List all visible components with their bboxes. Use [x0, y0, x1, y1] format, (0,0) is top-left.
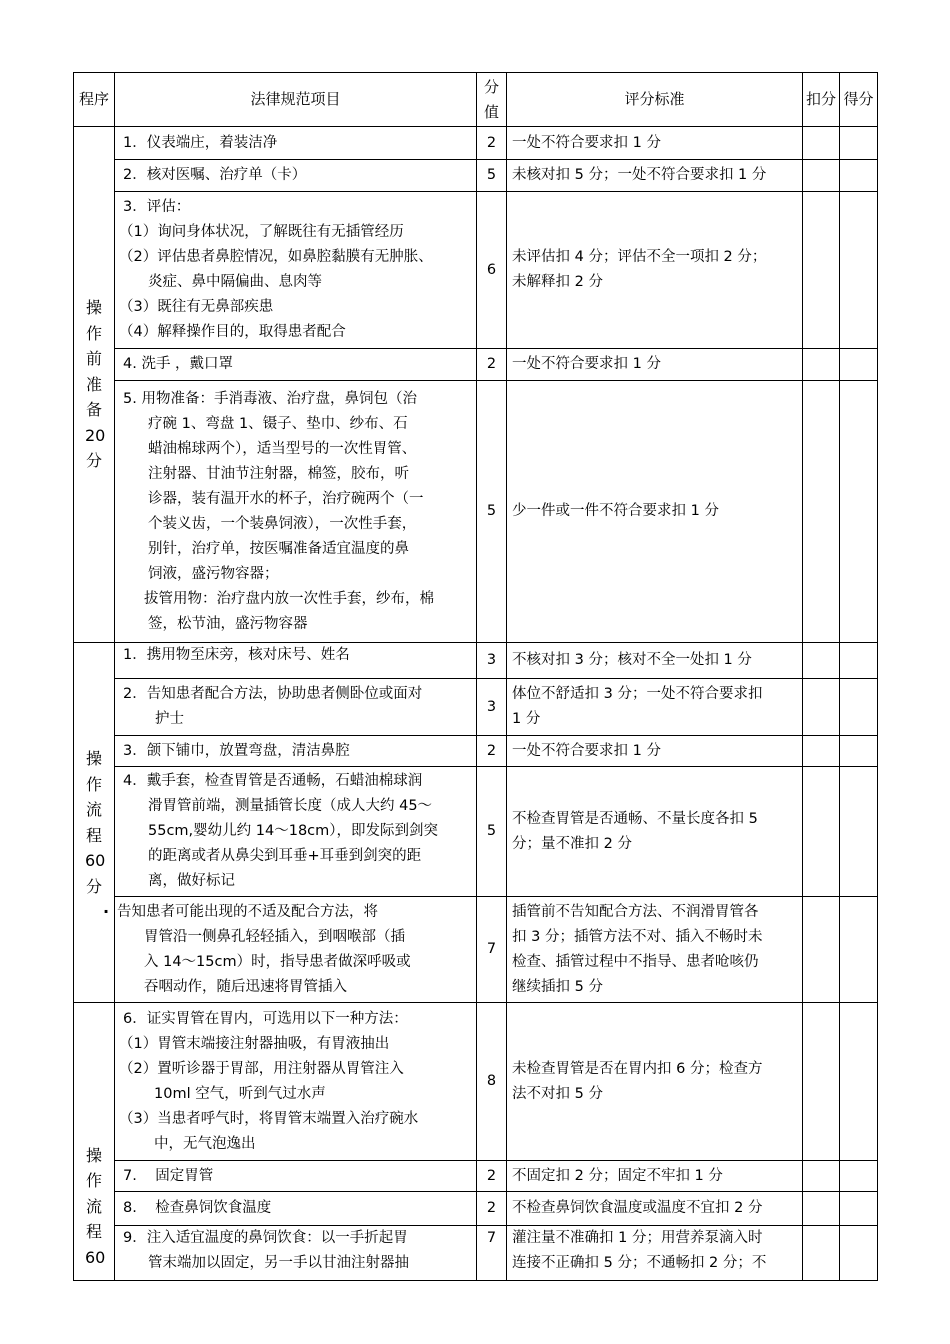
criteria-cell	[507, 679, 803, 736]
table-row	[74, 679, 878, 736]
deduct-cell[interactable]	[803, 1161, 840, 1192]
criteria-line: 不核对扣 3 分；核对不全一处扣 1 分	[512, 652, 752, 668]
section-flow2	[74, 1003, 115, 1281]
section-label-char: 程	[85, 1222, 102, 1241]
criteria-cell	[507, 643, 803, 679]
section-label-char: 程	[85, 825, 102, 845]
criteria-line: 未检查胃管是否在胃内扣 6 分；检查方	[512, 1060, 763, 1077]
item-line: 别针，治疗单，按医嘱准备适宜温度的鼻	[148, 540, 409, 557]
item-line: 3．颌下铺巾，放置弯盘，清洁鼻腔	[123, 742, 350, 759]
section-label-char: 作	[85, 774, 102, 794]
deduct-cell[interactable]	[803, 736, 840, 767]
section-flow2-text	[85, 1143, 106, 1271]
criteria-cell	[507, 160, 803, 192]
item-line: 离，做好标记	[148, 873, 235, 889]
criteria-line: 分；量不准扣 2 分	[512, 835, 632, 852]
criteria-cell	[507, 1161, 803, 1192]
item-cell	[115, 192, 477, 349]
criteria-line: 灌注量不准确扣 1 分；用营养泵滴入时	[512, 1230, 763, 1246]
table-row	[74, 192, 878, 349]
criteria-line: 不固定扣 2 分；固定不牢扣 1 分	[512, 1167, 723, 1184]
section-label-char: 作	[85, 323, 102, 343]
earned-cell[interactable]	[840, 897, 878, 1003]
criteria-line: 未核对扣 5 分；一处不符合要求扣 1 分	[512, 167, 767, 183]
criteria-line: 一处不符合要求扣 1 分	[512, 742, 661, 759]
score-cell: 2	[477, 349, 507, 381]
item-line: 蜡油棉球两个），适当型号的一次性胃管、	[148, 440, 417, 457]
item-cell	[115, 160, 477, 192]
table-row	[74, 736, 878, 767]
deduct-cell[interactable]	[803, 192, 840, 349]
item-line: 1．携用物至床旁，核对床号、姓名	[123, 647, 350, 663]
criteria-line: 法不对扣 5 分	[512, 1085, 603, 1102]
section-flow1-dot: .	[103, 898, 110, 917]
section-label-char: 流	[85, 1196, 102, 1216]
item-line: 炎症、鼻中隔偏曲、息肉等	[148, 274, 322, 290]
criteria-cell	[507, 1003, 803, 1161]
item-line: 3．评估：	[123, 199, 191, 215]
earned-cell[interactable]	[840, 127, 878, 160]
item-cell	[115, 679, 477, 736]
score-cell: 5	[477, 160, 507, 192]
deduct-cell[interactable]	[803, 127, 840, 160]
item-line: 4. 洗手 ，戴口罩	[123, 356, 234, 372]
section-label-char: 准	[85, 374, 102, 394]
deduct-cell[interactable]	[803, 160, 840, 192]
item-line: 诊器，装有温开水的杯子，治疗碗两个（一	[148, 490, 424, 507]
section-flow1-text	[85, 746, 106, 899]
earned-cell[interactable]	[840, 1003, 878, 1161]
item-line: 1．仪表端庄，着装洁净	[123, 134, 278, 151]
header-item: 法律规范项目	[115, 73, 477, 127]
table-row	[74, 643, 878, 679]
item-line: 4．戴手套，检查胃管是否通畅，石蜡油棉球润	[123, 773, 423, 789]
score-cell: 3	[477, 679, 507, 736]
item-line: 个装义齿，一个装鼻饲液），一次性手套，	[148, 515, 417, 532]
item-line: 疗碗 1、弯盘 1、镊子、垫巾、纱布、石	[148, 415, 408, 432]
score-cell: 2	[477, 127, 507, 160]
item-line: 2．告知患者配合方法，协助患者侧卧位或面对	[123, 686, 423, 702]
criteria-cell	[507, 349, 803, 381]
criteria-cell	[507, 897, 803, 1003]
deduct-cell[interactable]	[803, 349, 840, 381]
earned-cell[interactable]	[840, 1192, 878, 1226]
item-line: 管末端加以固定，另一手以甘油注射器抽	[148, 1255, 409, 1271]
item-line: 9．注入适宜温度的鼻饲饮食：以一手折起胃	[123, 1230, 408, 1246]
criteria-cell	[507, 1192, 803, 1226]
item-line: （4）解释操作目的，取得患者配合	[119, 324, 346, 340]
section-label-char: 分	[85, 451, 102, 471]
header-criteria: 评分标准	[507, 73, 803, 127]
header-score-text: 分值	[483, 77, 499, 121]
item-cell	[115, 127, 477, 160]
earned-cell[interactable]	[840, 160, 878, 192]
criteria-line: 插管前不告知配合方法、不润滑胃管各	[512, 903, 759, 920]
criteria-line: 继续插扣 5 分	[512, 978, 603, 995]
table-row	[74, 349, 878, 381]
table-row	[74, 767, 878, 897]
item-line: 护士	[155, 711, 184, 727]
section-label-char: 前	[85, 349, 102, 369]
criteria-line: 不检查鼻饲饮食温度或温度不宜扣 2 分	[512, 1200, 763, 1216]
item-line: 2．核对医嘱、治疗单（卡）	[123, 167, 307, 183]
table-row	[74, 1003, 878, 1161]
item-cell	[115, 897, 477, 1003]
section-label-char: 流	[85, 800, 102, 819]
deduct-cell[interactable]	[803, 381, 840, 643]
item-cell	[115, 1003, 477, 1161]
item-line: 6．证实胃管在胃内，可选用以下一种方法：	[123, 1010, 408, 1027]
item-line: （1）询问身体状况，了解既往有无插管经历	[119, 224, 404, 240]
score-cell: 6	[477, 192, 507, 349]
criteria-cell	[507, 127, 803, 160]
deduct-cell[interactable]	[803, 1226, 840, 1281]
item-line: 胃管沿一侧鼻孔轻轻插入，到咽喉部（插	[144, 928, 405, 945]
criteria-line: 连接不正确扣 5 分；不通畅扣 2 分；不	[512, 1255, 767, 1271]
item-line: （3）当患者呼气时，将胃管末端置入治疗碗水	[119, 1110, 419, 1127]
item-line: 5. 用物准备：手消毒液、治疗盘，鼻饲包（治	[123, 390, 417, 407]
criteria-cell	[507, 192, 803, 349]
deduct-cell[interactable]	[803, 679, 840, 736]
section-pre-text	[85, 295, 106, 474]
section-label-char: 作	[85, 1171, 102, 1190]
earned-cell[interactable]	[840, 736, 878, 767]
section-label-char: 60	[85, 1247, 106, 1267]
item-line: 入 14～15cm）时，指导患者做深呼吸或	[144, 953, 411, 970]
table-row	[74, 381, 878, 643]
item-line: 拔管用物：治疗盘内放一次性手套，纱布，棉	[144, 590, 434, 607]
section-label-char: 操	[85, 298, 102, 318]
section-label-char: 60	[85, 851, 106, 870]
item-cell	[115, 767, 477, 897]
scoring-table	[73, 72, 878, 1281]
earned-cell[interactable]	[840, 643, 878, 679]
deduct-cell[interactable]	[803, 767, 840, 897]
deduct-cell[interactable]	[803, 897, 840, 1003]
item-line: 注射器、甘油节注射器，棉签，胶布，听	[148, 465, 409, 482]
item-cell	[115, 381, 477, 643]
score-cell: 2	[477, 1192, 507, 1226]
item-cell	[115, 1226, 477, 1281]
table-row	[74, 127, 878, 160]
table-row	[74, 1192, 878, 1226]
criteria-cell	[507, 767, 803, 897]
item-line: 签，松节油，盛污物容器	[148, 615, 308, 632]
table-row	[74, 1226, 878, 1281]
score-cell: 8	[477, 1003, 507, 1161]
item-cell	[115, 349, 477, 381]
deduct-cell[interactable]	[803, 1192, 840, 1226]
section-label-char: 20	[85, 425, 106, 445]
deduct-cell[interactable]	[803, 1003, 840, 1161]
item-cell	[115, 736, 477, 767]
header-procedure: 程序	[74, 73, 115, 127]
section-label-char: 分	[85, 876, 102, 896]
score-cell: 5	[477, 767, 507, 897]
item-line: （1）胃管末端接注射器抽吸，有胃液抽出	[119, 1035, 390, 1052]
item-line: 8. 检查鼻饲饮食温度	[123, 1200, 272, 1216]
criteria-cell	[507, 381, 803, 643]
item-line: （2）评估患者鼻腔情况，如鼻腔黏膜有无肿胀、	[119, 249, 433, 265]
criteria-line: 扣 3 分；插管方法不对、插入不畅时未	[512, 928, 763, 945]
table-row	[74, 897, 878, 1003]
header-row	[74, 73, 878, 127]
deduct-cell[interactable]	[803, 643, 840, 679]
score-cell: 7	[477, 897, 507, 1003]
score-cell: 3	[477, 643, 507, 679]
header-deduct: 扣分	[803, 73, 840, 127]
earned-cell[interactable]	[840, 1161, 878, 1192]
item-cell	[115, 1192, 477, 1226]
earned-cell[interactable]	[840, 349, 878, 381]
criteria-line: 体位不舒适扣 3 分；一处不符合要求扣	[512, 686, 763, 702]
item-line: 7. 固定胃管	[123, 1167, 214, 1184]
item-line: 10ml 空气，听到气过水声	[154, 1085, 326, 1102]
criteria-cell	[507, 736, 803, 767]
score-cell: 5	[477, 381, 507, 643]
item-line: （3）既往有无鼻部疾患	[119, 299, 274, 315]
criteria-line: 检查、插管过程中不指导、患者呛咳仍	[512, 953, 759, 970]
score-cell: 2	[477, 1161, 507, 1192]
item-line: 中，无气泡逸出	[154, 1135, 256, 1152]
earned-cell[interactable]	[840, 679, 878, 736]
earned-cell[interactable]	[840, 767, 878, 897]
scoring-form	[73, 72, 877, 1281]
criteria-line: 1 分	[512, 711, 541, 727]
criteria-line: 少一件或一件不符合要求扣 1 分	[512, 503, 719, 519]
section-pre	[74, 127, 115, 643]
item-line: 饲液，盛污物容器；	[148, 565, 279, 582]
item-line: 滑胃管前端，测量插管长度（成人大约 45～	[148, 798, 433, 814]
item-line: 的距离或者从鼻尖到耳垂+耳垂到剑突的距	[148, 848, 422, 864]
earned-cell[interactable]	[840, 1226, 878, 1281]
score-cell: 7	[477, 1226, 507, 1281]
criteria-line: 未解释扣 2 分	[512, 274, 603, 290]
item-line: 告知患者可能出现的不适及配合方法，将	[117, 903, 378, 920]
criteria-line: 一处不符合要求扣 1 分	[512, 356, 661, 372]
score-cell: 2	[477, 736, 507, 767]
table-row	[74, 1161, 878, 1192]
item-line: 吞咽动作，随后迅速将胃管插入	[144, 978, 347, 995]
item-cell	[115, 1161, 477, 1192]
earned-cell[interactable]	[840, 192, 878, 349]
criteria-line: 不检查胃管是否通畅、不量长度各扣 5	[512, 810, 758, 827]
header-earned: 得分	[840, 73, 878, 127]
criteria-line: 一处不符合要求扣 1 分	[512, 134, 661, 151]
earned-cell[interactable]	[840, 381, 878, 643]
header-score	[477, 73, 507, 127]
item-line: 55cm,婴幼儿约 14～18cm），即发际到剑突	[148, 823, 439, 839]
criteria-line: 未评估扣 4 分；评估不全一项扣 2 分；	[512, 249, 767, 265]
item-line: （2）置听诊器于胃部，用注射器从胃管注入	[119, 1060, 404, 1077]
section-label-char: 操	[85, 1145, 102, 1165]
section-label-char: 备	[85, 400, 102, 420]
section-label-char: 操	[85, 749, 102, 768]
section-flow1	[74, 643, 115, 1003]
criteria-cell	[507, 1226, 803, 1281]
item-cell	[115, 643, 477, 679]
table-row	[74, 160, 878, 192]
